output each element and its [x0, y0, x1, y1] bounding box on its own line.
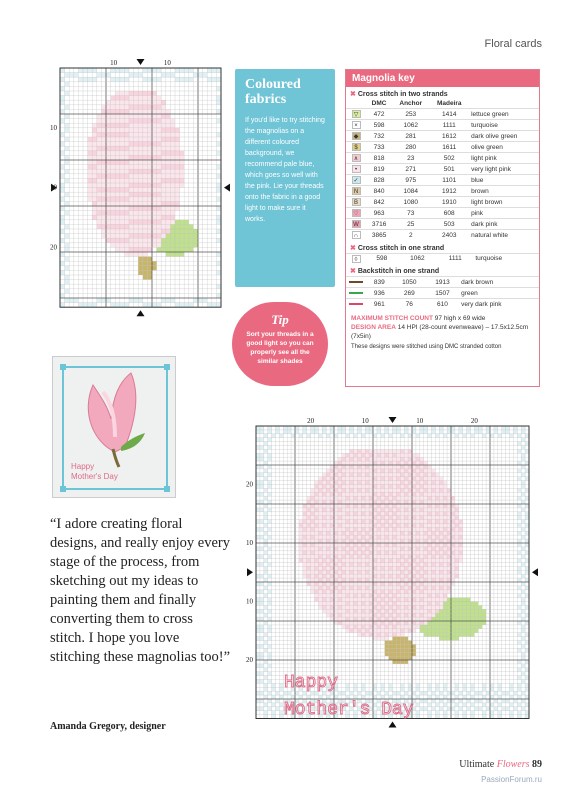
centre-arrow-right: [532, 568, 538, 576]
tick-label-left: 20: [246, 480, 253, 489]
key-row: ∩ 3865 2 2403 natural white: [346, 230, 539, 241]
centre-arrow-top: [389, 417, 397, 423]
chart-text-mothers-day: Mother's Day: [284, 700, 414, 720]
big-chart: [240, 412, 540, 740]
key-row: 936 269 1507 green: [346, 288, 539, 299]
tick-label-left: 10: [246, 597, 253, 606]
centre-arrow-top: [137, 59, 145, 65]
key-row: N 840 1084 1912 brown: [346, 186, 539, 197]
key-row: ∧ 818 23 502 light pink: [346, 153, 539, 164]
tick-label-top: 20: [470, 417, 478, 425]
stitch-count: MAXIMUM STITCH COUNT 97 high x 69 wide DESIGN AREA 14 HPI (28-count evenweave) – 17.5x12.5cm (7x5in): [351, 314, 529, 340]
backstitch-swatch: [349, 292, 363, 294]
symbol-swatch: ◊: [352, 255, 361, 263]
symbol-swatch: N: [352, 187, 361, 195]
tick-label-top: 10: [416, 417, 424, 425]
centre-arrow-left: [247, 568, 253, 576]
watermark: PassionForum.ru: [481, 775, 542, 784]
key-table-two-strands: [346, 99, 539, 241]
symbol-swatch: ∩: [352, 231, 361, 239]
key-row: ♡ 963 73 608 pink: [346, 208, 539, 219]
col-dmc: DMC: [371, 100, 387, 107]
symbol-swatch: $: [352, 143, 361, 151]
small-chart-grid: [40, 54, 230, 336]
key-row: $ 733 280 1611 olive green: [346, 142, 539, 153]
tick-label-top: 10: [361, 417, 369, 425]
key-note: These designs were stitched using DMC stranded cotton: [351, 343, 502, 350]
symbol-swatch: ▽: [352, 110, 361, 118]
tick-label-top: 20: [307, 417, 315, 425]
fabrics-title: Coloured fabrics: [245, 77, 301, 107]
symbol-swatch: B: [352, 198, 361, 206]
key-table-backstitch: [346, 276, 539, 310]
tick-label-left: 10: [246, 539, 253, 547]
key-section-one-strand: ✖ Cross stitch in one strand: [350, 244, 445, 252]
centre-arrow-bottom: [389, 722, 397, 728]
tick-label-left: 10: [50, 183, 57, 192]
small-chart: [40, 54, 230, 336]
col-madeira: Madeira: [436, 100, 462, 107]
key-row: 961 76 610 very dark pink: [346, 299, 539, 310]
centre-arrow-bottom: [137, 310, 145, 316]
svg-text:Mother's Day: Mother's Day: [71, 472, 118, 481]
key-section-two-strands: ✖ Cross stitch in two strands: [350, 91, 448, 98]
key-row: W 3716 25 503 dark pink: [346, 219, 539, 230]
backstitch-swatch: [349, 281, 363, 283]
fabrics-text: If you'd like to try stitching the magnolias on a different coloured background, we recommend pale blue, which goes so well with the pink. Lie your threads onto the fabric in a good light to make sure it works.: [245, 117, 325, 223]
key-title: Magnolia key: [346, 70, 539, 87]
key-row: ◊ 598 1062 1111 turquoise: [346, 253, 539, 264]
tick-label-left: 10: [50, 123, 57, 132]
tip-title: Tip: [271, 312, 289, 327]
tip-text: Sort your threads in a good light so you can properly see all the similar shades: [246, 331, 314, 365]
tick-label-top: 10: [110, 59, 118, 67]
key-row: • 819 271 501 very light pink: [346, 164, 539, 175]
symbol-swatch: ×: [352, 121, 361, 129]
backstitch-swatch: [349, 303, 363, 305]
key-row: ◆ 732 281 1612 dark olive green: [346, 131, 539, 142]
key-row: ▽ 472 253 1414 lettuce green: [346, 109, 539, 120]
symbol-swatch: W: [353, 222, 359, 228]
finished-card-photo: [52, 356, 176, 498]
quote-author: Amanda Gregory, designer: [50, 721, 166, 732]
key-section-backstitch: ✖ Backstitch in one strand: [350, 268, 440, 275]
symbol-swatch: ✓: [353, 178, 359, 184]
key-table-one-strand: [346, 253, 539, 265]
symbol-swatch: ◆: [352, 132, 361, 140]
key-row: × 598 1062 1111 turquoise: [346, 120, 539, 131]
symbol-swatch: •: [352, 165, 361, 173]
coloured-fabrics-box: [235, 69, 335, 287]
section-label: Floral cards: [484, 38, 542, 50]
col-anchor: Anchor: [399, 100, 423, 107]
chart-text-happy: Happy: [284, 673, 339, 693]
key-row: ✓ 828 975 1101 blue: [346, 175, 539, 186]
tick-label-left: 20: [50, 243, 57, 252]
svg-text:Happy: Happy: [71, 462, 95, 471]
magnolia-photo-illustration: [53, 357, 177, 499]
symbol-swatch: ∧: [352, 154, 361, 162]
magnolia-key: [345, 69, 540, 387]
key-row: B 842 1080 1910 light brown: [346, 197, 539, 208]
big-chart-grid: [240, 412, 540, 740]
designer-quote: “I adore creating floral designs, and really enjoy every stage of the process, from sketching out my ideas to painting them and finally converting them to cross stitch. I hope you love stitching these magnolias too!”: [50, 516, 231, 665]
tick-label-top: 10: [163, 59, 171, 67]
key-row: 839 1050 1913 dark brown: [346, 277, 539, 288]
tip-bubble: [232, 302, 328, 386]
page-footer: Ultimate Flowers 89: [459, 759, 542, 770]
symbol-swatch: ♡: [353, 211, 359, 217]
centre-arrow-right: [224, 184, 230, 192]
tick-label-left: 20: [246, 656, 253, 664]
